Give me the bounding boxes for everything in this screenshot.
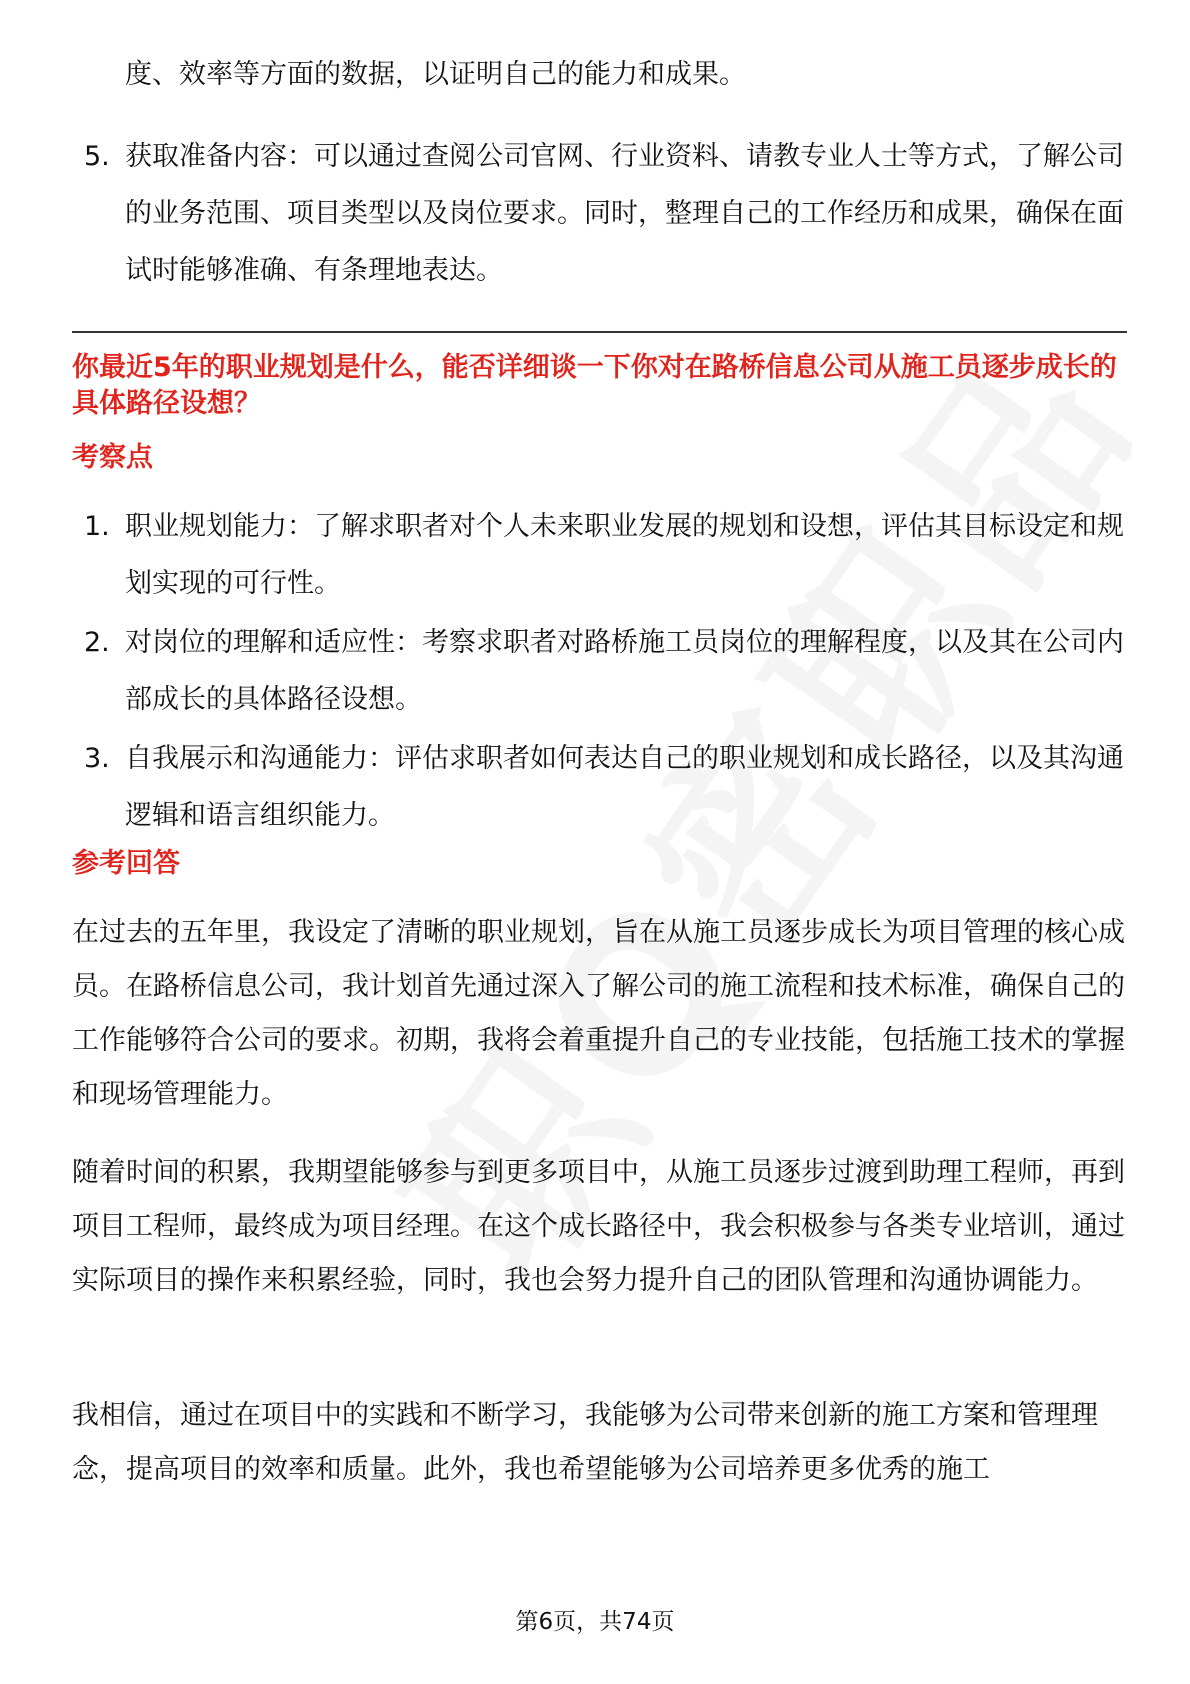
list-item-5 (72, 128, 1132, 299)
page-number-footer: 第6页，共74页 (515, 1609, 675, 1635)
list-number: 3. (84, 743, 110, 774)
assessment-list (72, 498, 1132, 846)
assessment-item-1 (72, 498, 1132, 612)
assessment-item-3 (72, 730, 1132, 844)
assessment-label: 考察点 (72, 442, 153, 473)
question-heading: 你最近5年的职业规划是什么，能否详细谈一下你对在路桥信息公司从施工员逐步成长的具体路径设想？ (72, 352, 1117, 419)
answer-paragraph-3: 我相信，通过在项目中的实践和不断学习，我能够为公司带来创新的施工方案和管理理念，提高项目的效率和质量。此外，我也希望能够为公司培养更多优秀的施工 (72, 1400, 1098, 1485)
answer-paragraph-2: 随着时间的积累，我期望能够参与到更多项目中，从施工员逐步过渡到助理工程师，再到项目工程师，最终成为项目经理。在这个成长路径中，我会积极参与各类专业培训，通过实际项目的操作来积累经验，同时，我也会努力提升自己的团队管理和沟通协调能力。 (72, 1157, 1125, 1296)
prep-list (72, 128, 1132, 301)
list-number: 5. (84, 141, 110, 172)
list-number: 2. (84, 627, 110, 658)
section-divider (72, 331, 1127, 333)
list-number: 1. (84, 511, 110, 542)
list-text: 对岗位的理解和适应性：考察求职者对路桥施工员岗位的理解程度，以及其在公司内部成长的具体路径设想。 (125, 627, 1124, 715)
continuation-text: 度、效率等方面的数据，以证明自己的能力和成果。 (125, 59, 746, 90)
answer-paragraph-1: 在过去的五年里，我设定了清晰的职业规划，旨在从施工员逐步成长为项目管理的核心成员。在路桥信息公司，我计划首先通过深入了解公司的施工流程和技术标准，确保自己的工作能够符合公司的要求。初期，我将会着重提升自己的专业技能，包括施工技术的掌握和现场管理能力。 (72, 917, 1125, 1110)
assessment-item-2 (72, 614, 1132, 728)
list-text: 获取准备内容：可以通过查阅公司官网、行业资料、请教专业人士等方式，了解公司的业务范围、项目类型以及岗位要求。同时，整理自己的工作经历和成果，确保在面试时能够准确、有条理地表达。 (125, 141, 1124, 286)
list-text: 自我展示和沟通能力：评估求职者如何表达自己的职业规划和成长路径，以及其沟通逻辑和语言组织能力。 (125, 743, 1124, 831)
list-text: 职业规划能力：了解求职者对个人未来职业发展的规划和设想，评估其目标设定和规划实现的可行性。 (125, 511, 1124, 599)
reference-label: 参考回答 (72, 848, 180, 879)
